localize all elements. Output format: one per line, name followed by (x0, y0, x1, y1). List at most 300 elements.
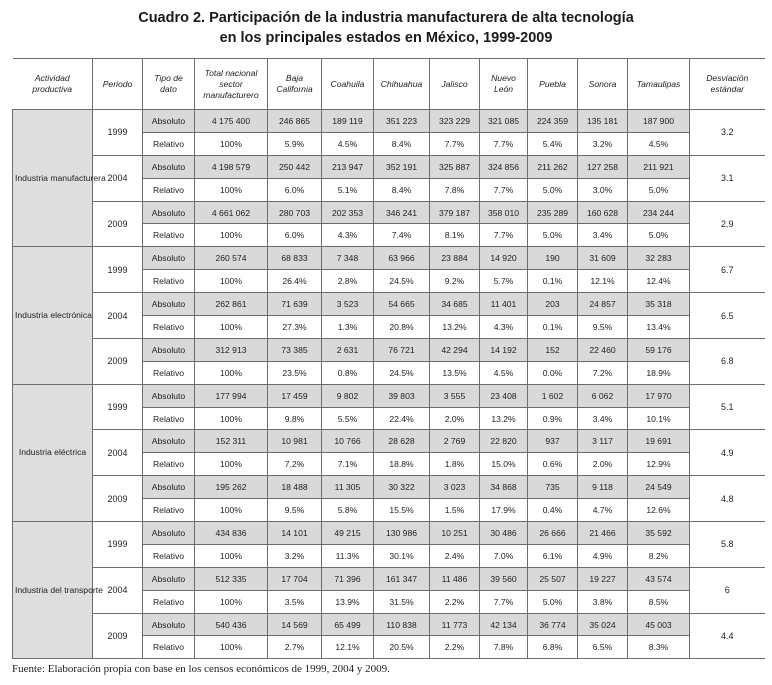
value-cell: 324 856 (480, 155, 528, 178)
value-cell: 11 773 (430, 613, 480, 636)
value-cell: 15.5% (374, 499, 430, 522)
value-cell: 735 (528, 476, 578, 499)
data-type-cell: Absoluto (143, 476, 195, 499)
value-cell: 234 244 (628, 201, 690, 224)
std-deviation-cell: 5.8 (690, 522, 765, 568)
header-jalisco: Jalisco (430, 59, 480, 110)
value-cell: 24.5% (374, 361, 430, 384)
value-cell: 24 549 (628, 476, 690, 499)
value-cell: 4.5% (322, 132, 374, 155)
value-cell: 325 887 (430, 155, 480, 178)
value-cell: 59 176 (628, 338, 690, 361)
value-cell: 21 466 (578, 522, 628, 545)
value-cell: 8.4% (374, 132, 430, 155)
value-cell: 26.4% (268, 270, 322, 293)
value-cell: 23.5% (268, 361, 322, 384)
table-body (13, 110, 765, 659)
value-cell: 189 119 (322, 110, 374, 133)
value-cell: 161 347 (374, 567, 430, 590)
value-cell: 202 353 (322, 201, 374, 224)
value-cell: 7.7% (430, 132, 480, 155)
value-cell: 5.1% (322, 178, 374, 201)
value-cell: 9 802 (322, 384, 374, 407)
value-cell: 100% (195, 361, 268, 384)
table-row (13, 384, 765, 407)
table-row (13, 155, 765, 178)
data-table (12, 58, 765, 659)
value-cell: 3.0% (578, 178, 628, 201)
table-row (13, 247, 765, 270)
value-cell: 30 486 (480, 522, 528, 545)
value-cell: 35 024 (578, 613, 628, 636)
value-cell: 4.3% (322, 224, 374, 247)
value-cell: 4.3% (480, 316, 528, 339)
value-cell: 15.0% (480, 453, 528, 476)
value-cell: 45 003 (628, 613, 690, 636)
data-type-cell: Absoluto (143, 430, 195, 453)
header-actividad: Actividad productiva (13, 59, 93, 110)
value-cell: 9.2% (430, 270, 480, 293)
std-deviation-cell: 6.8 (690, 338, 765, 384)
value-cell: 13.5% (430, 361, 480, 384)
table-row (13, 476, 765, 499)
value-cell: 3.2% (578, 132, 628, 155)
std-deviation-cell: 4.4 (690, 613, 765, 659)
value-cell: 26 666 (528, 522, 578, 545)
table-row (13, 430, 765, 453)
value-cell: 2.7% (268, 636, 322, 659)
value-cell: 937 (528, 430, 578, 453)
period-year: 2004 (93, 293, 143, 339)
value-cell: 65 499 (322, 613, 374, 636)
value-cell: 100% (195, 636, 268, 659)
period-year: 2004 (93, 430, 143, 476)
value-cell: 2.8% (322, 270, 374, 293)
value-cell: 7.2% (578, 361, 628, 384)
value-cell: 22 460 (578, 338, 628, 361)
period-year: 1999 (93, 384, 143, 430)
data-type-cell: Relativo (143, 132, 195, 155)
header-sonora: Sonora (578, 59, 628, 110)
value-cell: 19 691 (628, 430, 690, 453)
value-cell: 152 (528, 338, 578, 361)
value-cell: 9.8% (268, 407, 322, 430)
data-type-cell: Absoluto (143, 522, 195, 545)
header-coahuila: Coahuila (322, 59, 374, 110)
value-cell: 2 769 (430, 430, 480, 453)
value-cell: 352 191 (374, 155, 430, 178)
value-cell: 6.8% (528, 636, 578, 659)
value-cell: 0.1% (528, 270, 578, 293)
header-tipo: Tipo de dato (143, 59, 195, 110)
value-cell: 3.8% (578, 590, 628, 613)
header-row (13, 59, 765, 110)
data-type-cell: Relativo (143, 544, 195, 567)
value-cell: 434 836 (195, 522, 268, 545)
value-cell: 71 639 (268, 293, 322, 316)
value-cell: 3.5% (268, 590, 322, 613)
value-cell: 6.1% (528, 544, 578, 567)
value-cell: 71 396 (322, 567, 374, 590)
activity-label: Industria del transporte (13, 522, 93, 659)
value-cell: 3 555 (430, 384, 480, 407)
value-cell: 11 486 (430, 567, 480, 590)
value-cell: 18.8% (374, 453, 430, 476)
value-cell: 31.5% (374, 590, 430, 613)
value-cell: 35 592 (628, 522, 690, 545)
value-cell: 4 175 400 (195, 110, 268, 133)
value-cell: 42 134 (480, 613, 528, 636)
data-type-cell: Relativo (143, 407, 195, 430)
value-cell: 262 861 (195, 293, 268, 316)
value-cell: 8.5% (628, 590, 690, 613)
value-cell: 127 258 (578, 155, 628, 178)
value-cell: 7.4% (374, 224, 430, 247)
period-year: 2009 (93, 476, 143, 522)
value-cell: 17 459 (268, 384, 322, 407)
period-year: 2004 (93, 567, 143, 613)
period-year: 2009 (93, 338, 143, 384)
value-cell: 22 820 (480, 430, 528, 453)
data-type-cell: Relativo (143, 499, 195, 522)
value-cell: 195 262 (195, 476, 268, 499)
value-cell: 12.1% (322, 636, 374, 659)
table-row (13, 567, 765, 590)
value-cell: 17.9% (480, 499, 528, 522)
value-cell: 13.9% (322, 590, 374, 613)
period-year: 2009 (93, 613, 143, 659)
value-cell: 351 223 (374, 110, 430, 133)
std-deviation-cell: 3.1 (690, 155, 765, 201)
value-cell: 160 628 (578, 201, 628, 224)
value-cell: 224 359 (528, 110, 578, 133)
value-cell: 5.8% (322, 499, 374, 522)
value-cell: 1.5% (430, 499, 480, 522)
period-year: 2009 (93, 201, 143, 247)
value-cell: 13.4% (628, 316, 690, 339)
value-cell: 11 401 (480, 293, 528, 316)
value-cell: 358 010 (480, 201, 528, 224)
std-deviation-cell: 5.1 (690, 384, 765, 430)
value-cell: 7.8% (430, 178, 480, 201)
table-row (13, 522, 765, 545)
value-cell: 13.2% (480, 407, 528, 430)
value-cell: 10 251 (430, 522, 480, 545)
value-cell: 2 631 (322, 338, 374, 361)
value-cell: 43 574 (628, 567, 690, 590)
value-cell: 312 913 (195, 338, 268, 361)
data-type-cell: Relativo (143, 224, 195, 247)
header-nuevo-leon: Nuevo León (480, 59, 528, 110)
value-cell: 12.4% (628, 270, 690, 293)
value-cell: 346 241 (374, 201, 430, 224)
value-cell: 68 833 (268, 247, 322, 270)
value-cell: 4.5% (480, 361, 528, 384)
value-cell: 3 023 (430, 476, 480, 499)
activity-label: Industria electrónica (13, 247, 93, 384)
header-total: Total nacional sector manufacturero (195, 59, 268, 110)
value-cell: 6 062 (578, 384, 628, 407)
value-cell: 35 318 (628, 293, 690, 316)
value-cell: 4.9% (578, 544, 628, 567)
value-cell: 135 181 (578, 110, 628, 133)
value-cell: 4.5% (628, 132, 690, 155)
std-deviation-cell: 6.7 (690, 247, 765, 293)
value-cell: 7.7% (480, 132, 528, 155)
value-cell: 23 884 (430, 247, 480, 270)
value-cell: 100% (195, 499, 268, 522)
value-cell: 100% (195, 453, 268, 476)
value-cell: 11.3% (322, 544, 374, 567)
value-cell: 540 436 (195, 613, 268, 636)
value-cell: 42 294 (430, 338, 480, 361)
value-cell: 7.1% (322, 453, 374, 476)
period-year: 2004 (93, 155, 143, 201)
value-cell: 22.4% (374, 407, 430, 430)
value-cell: 2.0% (578, 453, 628, 476)
header-desviacion: Desviación estándar (690, 59, 765, 110)
value-cell: 3 117 (578, 430, 628, 453)
value-cell: 0.9% (528, 407, 578, 430)
value-cell: 7 348 (322, 247, 374, 270)
value-cell: 203 (528, 293, 578, 316)
value-cell: 5.0% (528, 224, 578, 247)
std-deviation-cell: 6 (690, 567, 765, 613)
value-cell: 5.7% (480, 270, 528, 293)
value-cell: 6.0% (268, 178, 322, 201)
std-deviation-cell: 6.5 (690, 293, 765, 339)
value-cell: 17 970 (628, 384, 690, 407)
value-cell: 4 198 579 (195, 155, 268, 178)
data-type-cell: Absoluto (143, 293, 195, 316)
value-cell: 2.0% (430, 407, 480, 430)
value-cell: 19 227 (578, 567, 628, 590)
value-cell: 187 900 (628, 110, 690, 133)
value-cell: 9.5% (578, 316, 628, 339)
data-type-cell: Absoluto (143, 567, 195, 590)
value-cell: 379 187 (430, 201, 480, 224)
value-cell: 18 488 (268, 476, 322, 499)
value-cell: 0.4% (528, 499, 578, 522)
value-cell: 18.9% (628, 361, 690, 384)
header-chihuahua: Chihuahua (374, 59, 430, 110)
value-cell: 323 229 (430, 110, 480, 133)
header-baja-california: Baja California (268, 59, 322, 110)
value-cell: 10 981 (268, 430, 322, 453)
period-year: 1999 (93, 522, 143, 568)
value-cell: 211 921 (628, 155, 690, 178)
value-cell: 0.1% (528, 316, 578, 339)
value-cell: 5.4% (528, 132, 578, 155)
data-type-cell: Absoluto (143, 384, 195, 407)
value-cell: 24.5% (374, 270, 430, 293)
value-cell: 1 602 (528, 384, 578, 407)
value-cell: 10.1% (628, 407, 690, 430)
value-cell: 100% (195, 316, 268, 339)
value-cell: 2.2% (430, 590, 480, 613)
value-cell: 17 704 (268, 567, 322, 590)
value-cell: 321 085 (480, 110, 528, 133)
value-cell: 34 685 (430, 293, 480, 316)
value-cell: 4.7% (578, 499, 628, 522)
value-cell: 12.6% (628, 499, 690, 522)
value-cell: 11 305 (322, 476, 374, 499)
value-cell: 76 721 (374, 338, 430, 361)
data-type-cell: Absoluto (143, 201, 195, 224)
value-cell: 7.7% (480, 224, 528, 247)
value-cell: 34 868 (480, 476, 528, 499)
data-type-cell: Relativo (143, 316, 195, 339)
value-cell: 0.8% (322, 361, 374, 384)
value-cell: 246 865 (268, 110, 322, 133)
value-cell: 32 283 (628, 247, 690, 270)
table-row (13, 613, 765, 636)
data-type-cell: Relativo (143, 178, 195, 201)
value-cell: 3.4% (578, 224, 628, 247)
header-puebla: Puebla (528, 59, 578, 110)
value-cell: 30.1% (374, 544, 430, 567)
data-type-cell: Absoluto (143, 338, 195, 361)
value-cell: 250 442 (268, 155, 322, 178)
value-cell: 213 947 (322, 155, 374, 178)
value-cell: 100% (195, 590, 268, 613)
data-type-cell: Relativo (143, 590, 195, 613)
value-cell: 130 986 (374, 522, 430, 545)
value-cell: 8.1% (430, 224, 480, 247)
value-cell: 2.2% (430, 636, 480, 659)
value-cell: 7.0% (480, 544, 528, 567)
value-cell: 110 838 (374, 613, 430, 636)
data-type-cell: Relativo (143, 361, 195, 384)
std-deviation-cell: 3.2 (690, 110, 765, 156)
value-cell: 100% (195, 178, 268, 201)
value-cell: 39 560 (480, 567, 528, 590)
value-cell: 1.3% (322, 316, 374, 339)
value-cell: 1.8% (430, 453, 480, 476)
value-cell: 7.2% (268, 453, 322, 476)
value-cell: 0.0% (528, 361, 578, 384)
value-cell: 27.3% (268, 316, 322, 339)
value-cell: 100% (195, 132, 268, 155)
value-cell: 24 857 (578, 293, 628, 316)
value-cell: 14 101 (268, 522, 322, 545)
std-deviation-cell: 4.8 (690, 476, 765, 522)
table-row (13, 201, 765, 224)
value-cell: 5.5% (322, 407, 374, 430)
header-tamaulipas: Tamaulipas (628, 59, 690, 110)
value-cell: 152 311 (195, 430, 268, 453)
value-cell: 190 (528, 247, 578, 270)
value-cell: 14 569 (268, 613, 322, 636)
value-cell: 2.4% (430, 544, 480, 567)
value-cell: 28 628 (374, 430, 430, 453)
value-cell: 31 609 (578, 247, 628, 270)
value-cell: 100% (195, 270, 268, 293)
data-type-cell: Relativo (143, 270, 195, 293)
value-cell: 7.7% (480, 590, 528, 613)
period-year: 1999 (93, 247, 143, 293)
value-cell: 12.9% (628, 453, 690, 476)
data-type-cell: Relativo (143, 453, 195, 476)
value-cell: 63 966 (374, 247, 430, 270)
value-cell: 30 322 (374, 476, 430, 499)
data-type-cell: Absoluto (143, 110, 195, 133)
value-cell: 20.8% (374, 316, 430, 339)
value-cell: 3.2% (268, 544, 322, 567)
table-row (13, 338, 765, 361)
source-note: Fuente: Elaboración propia con base en los censos económicos de 1999, 2004 y 2009. (12, 663, 390, 675)
value-cell: 6.0% (268, 224, 322, 247)
value-cell: 13.2% (430, 316, 480, 339)
table-row (13, 293, 765, 316)
value-cell: 73 385 (268, 338, 322, 361)
value-cell: 235 289 (528, 201, 578, 224)
value-cell: 0.6% (528, 453, 578, 476)
value-cell: 39 803 (374, 384, 430, 407)
value-cell: 100% (195, 544, 268, 567)
value-cell: 260 574 (195, 247, 268, 270)
value-cell: 25 507 (528, 567, 578, 590)
value-cell: 8.3% (628, 636, 690, 659)
std-deviation-cell: 4.9 (690, 430, 765, 476)
value-cell: 5.0% (628, 178, 690, 201)
value-cell: 6.5% (578, 636, 628, 659)
value-cell: 211 262 (528, 155, 578, 178)
value-cell: 3 523 (322, 293, 374, 316)
table-title (0, 8, 772, 48)
value-cell: 8.2% (628, 544, 690, 567)
data-type-cell: Relativo (143, 636, 195, 659)
period-year: 1999 (93, 110, 143, 156)
value-cell: 12.1% (578, 270, 628, 293)
value-cell: 177 994 (195, 384, 268, 407)
value-cell: 14 920 (480, 247, 528, 270)
value-cell: 23 408 (480, 384, 528, 407)
value-cell: 100% (195, 407, 268, 430)
title-line-2: en los principales estados en México, 1999-2009 (219, 30, 553, 46)
value-cell: 20.5% (374, 636, 430, 659)
data-type-cell: Absoluto (143, 155, 195, 178)
value-cell: 36 774 (528, 613, 578, 636)
value-cell: 54 665 (374, 293, 430, 316)
title-line-1: Cuadro 2. Participación de la industria manufacturera de alta tecnología (138, 10, 634, 26)
value-cell: 5.0% (628, 224, 690, 247)
value-cell: 8.4% (374, 178, 430, 201)
value-cell: 3.4% (578, 407, 628, 430)
value-cell: 14 192 (480, 338, 528, 361)
data-type-cell: Absoluto (143, 613, 195, 636)
data-type-cell: Absoluto (143, 247, 195, 270)
value-cell: 7.7% (480, 178, 528, 201)
value-cell: 9.5% (268, 499, 322, 522)
value-cell: 10 766 (322, 430, 374, 453)
activity-label: Industria eléctrica (13, 384, 93, 521)
std-deviation-cell: 2.9 (690, 201, 765, 247)
value-cell: 9 118 (578, 476, 628, 499)
value-cell: 5.0% (528, 590, 578, 613)
header-periodo: Periodo (93, 59, 143, 110)
value-cell: 5.9% (268, 132, 322, 155)
activity-label: Industria manufacturera (13, 110, 93, 247)
value-cell: 5.0% (528, 178, 578, 201)
value-cell: 49 215 (322, 522, 374, 545)
value-cell: 7.8% (480, 636, 528, 659)
value-cell: 280 703 (268, 201, 322, 224)
value-cell: 4 661 062 (195, 201, 268, 224)
value-cell: 100% (195, 224, 268, 247)
table-row (13, 110, 765, 133)
value-cell: 512 335 (195, 567, 268, 590)
